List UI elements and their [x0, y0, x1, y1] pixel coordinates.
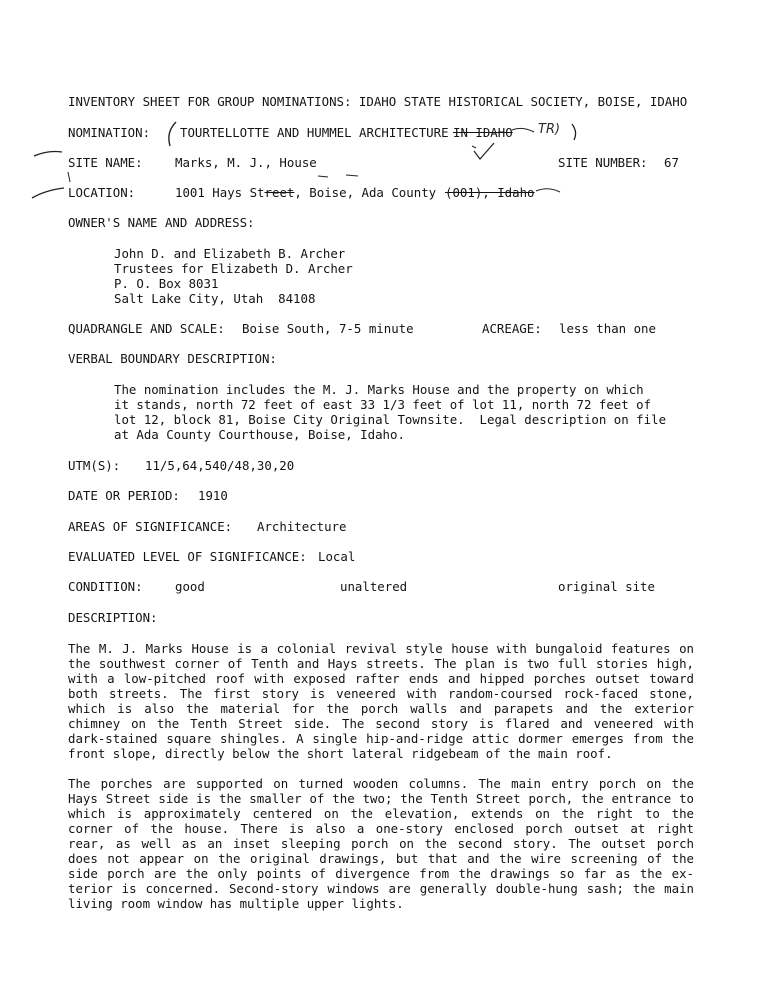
description-line: dark-stained square shingles. A single hip-and-ridge attic dormer emerges from the: [68, 731, 694, 746]
description-line: side porch are the only points of divergence from the drawings so far as the ex-: [68, 866, 694, 881]
boundary-line: it stands, north 72 feet of east 33 1/3 feet of lot 11, north 72 feet of: [114, 397, 652, 412]
description-line: chimney on the Tenth Street side. The second story is flared and veneered with: [68, 716, 694, 731]
site-number-label: SITE NUMBER:: [558, 155, 648, 170]
acreage-label: ACREAGE:: [482, 321, 542, 336]
site-name-label: SITE NAME:: [68, 155, 143, 170]
date-label: DATE OR PERIOD:: [68, 488, 180, 503]
acreage-value: less than one: [559, 321, 656, 336]
site-number-value: 67: [664, 155, 679, 170]
nomination-hand-note: TR): [538, 122, 561, 137]
description-line: both streets. The first story is veneered with random-coursed rock-faced stone,: [68, 686, 694, 701]
location-value: 1001 Hays Street, Boise, Ada County: [175, 185, 437, 200]
owner-label: OWNER'S NAME AND ADDRESS:: [68, 215, 255, 230]
description-line: The porches are supported on turned wooden columns. The main entry porch on the: [68, 776, 694, 791]
areas-value: Architecture: [257, 519, 347, 534]
description-line: front slope, directly below the short lateral ridgebeam of the main roof.: [68, 746, 613, 761]
location-struck: (001), Idaho: [445, 185, 535, 200]
location-label: LOCATION:: [68, 185, 136, 200]
condition-value-3: original site: [558, 579, 655, 594]
description-line: which is also the material for the porch walls and parapets and the exterior: [68, 701, 694, 716]
owner-line: John D. and Elizabeth B. Archer: [114, 246, 346, 261]
condition-label: CONDITION:: [68, 579, 143, 594]
description-line: does not appear on the original drawings, but that and the wire screening of the: [68, 851, 694, 866]
nomination-value: TOURTELLOTTE AND HUMMEL ARCHITECTURE: [180, 125, 449, 140]
boundary-line: lot 12, block 81, Boise City Original Townsite. Legal description on file: [114, 412, 667, 427]
boundary-line: The nomination includes the M. J. Marks House and the property on which: [114, 382, 644, 397]
description-line: living room window has multiple upper lights.: [68, 896, 404, 911]
boundary-line: at Ada County Courthouse, Boise, Idaho.: [114, 427, 405, 442]
description-line: which is approximately centered on the elevation, extends on the right to the: [68, 806, 694, 821]
date-value: 1910: [198, 488, 228, 503]
description-paragraph-2: [68, 776, 694, 911]
nomination-struck: IN IDAHO: [453, 125, 513, 140]
condition-value-1: good: [175, 579, 205, 594]
utm-label: UTM(S):: [68, 458, 121, 473]
quad-label: QUADRANGLE AND SCALE:: [68, 321, 225, 336]
description-line: The M. J. Marks House is a colonial revival style house with bungaloid features on: [68, 641, 694, 656]
utm-value: 11/5,64,540/48,30,20: [145, 458, 295, 473]
boundary-label: VERBAL BOUNDARY DESCRIPTION:: [68, 351, 277, 366]
description-line: the southwest corner of Tenth and Hays streets. The plan is two full stories high,: [68, 656, 694, 671]
owner-line: Trustees for Elizabeth D. Archer: [114, 261, 353, 276]
areas-label: AREAS OF SIGNIFICANCE:: [68, 519, 233, 534]
nomination-label: NOMINATION:: [68, 125, 151, 140]
owner-line: Salt Lake City, Utah 84108: [114, 291, 316, 306]
description-line: Hays Street side is the smaller of the two; the Tenth Street porch, the entrance to: [68, 791, 694, 806]
site-name-value: Marks, M. J., House: [175, 155, 317, 170]
owner-line: P. O. Box 8031: [114, 276, 219, 291]
condition-value-2: unaltered: [340, 579, 408, 594]
description-line: with a low-pitched roof with exposed rafter ends and hipped porches outset toward: [68, 671, 694, 686]
form-title: INVENTORY SHEET FOR GROUP NOMINATIONS: IDAHO STATE HISTORICAL SOCIETY, BOISE, IDAHO: [68, 94, 688, 109]
description-line: terior is concerned. Second-story windows are generally double-hung sash; the main: [68, 881, 694, 896]
quad-value: Boise South, 7-5 minute: [242, 321, 414, 336]
description-label: DESCRIPTION:: [68, 610, 158, 625]
level-value: Local: [318, 549, 356, 564]
description-line: rear, as well as an inset sleeping porch on the second story. The outset porch: [68, 836, 694, 851]
description-paragraph-1: [68, 641, 694, 761]
level-label: EVALUATED LEVEL OF SIGNIFICANCE:: [68, 549, 307, 564]
description-line: corner of the house. There is also a one-story enclosed porch outset at right: [68, 821, 694, 836]
